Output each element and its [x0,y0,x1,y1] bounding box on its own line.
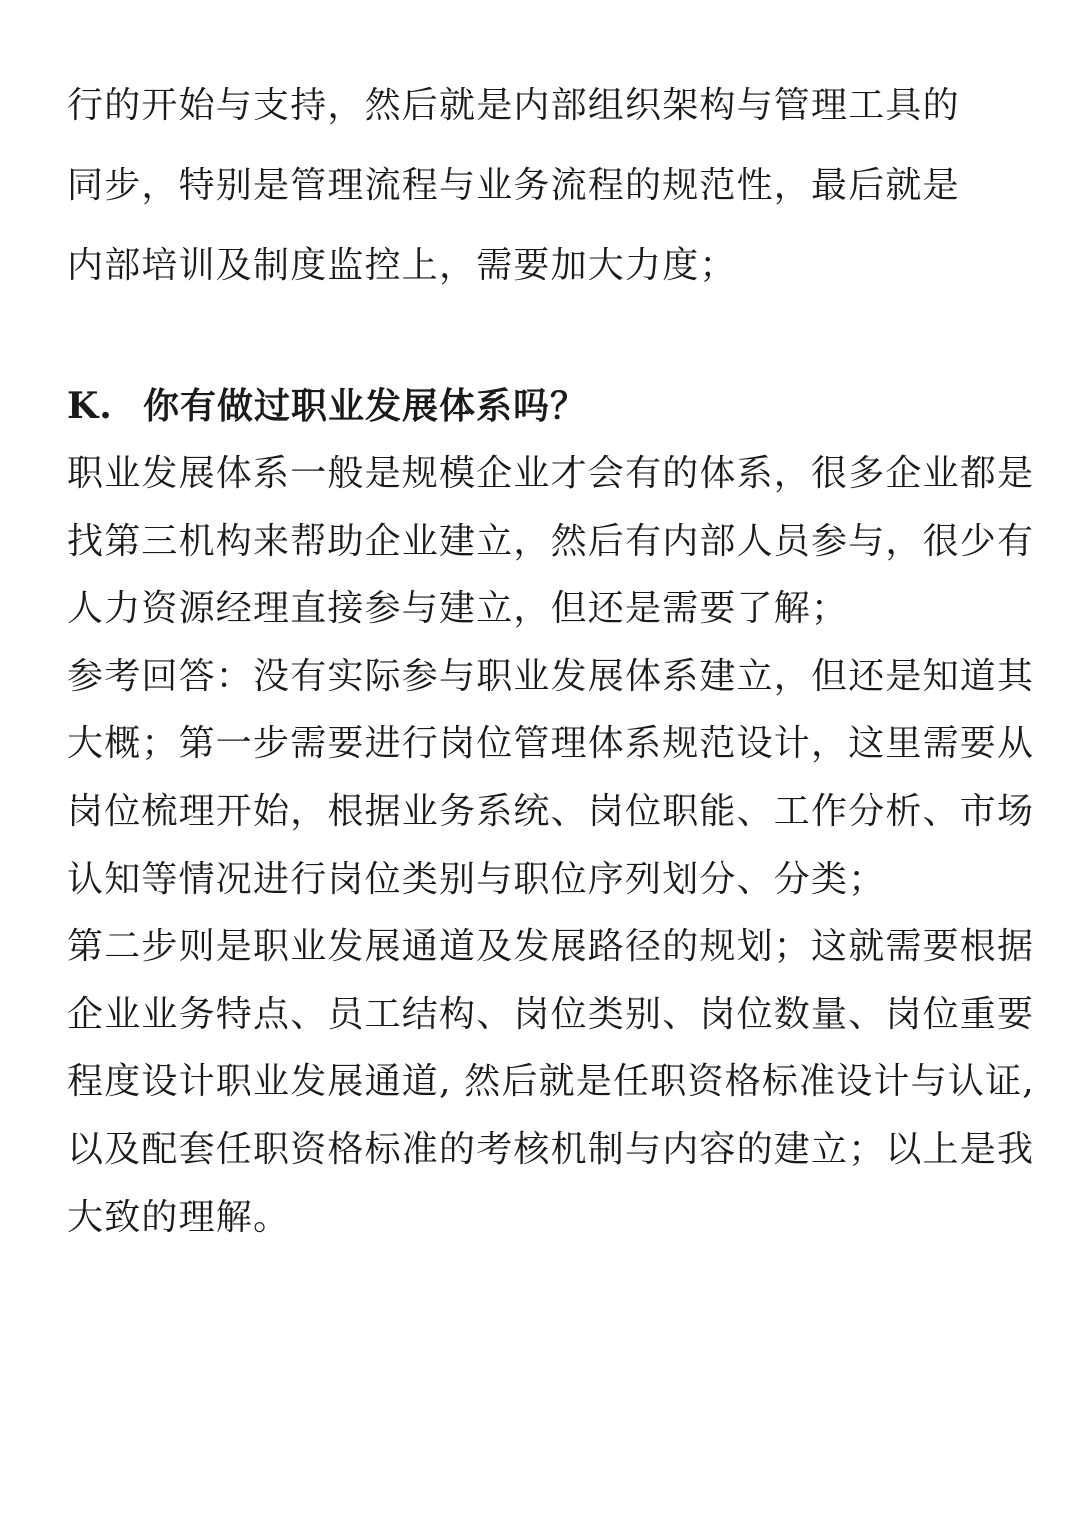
question-heading [67,374,587,438]
answer-line: 第二步则是职业发展通道及发展路径的规划；这就需要根据 [67,926,1035,968]
intro-line: 同步，特别是管理流程与业务流程的规范性，最后就是 [67,165,960,206]
intro-paragraph [67,66,1017,306]
answer-line: 大致的理解。 [67,1196,291,1238]
answer-paragraph [67,440,1035,1251]
intro-line: 内部培训及制度监控上，需要加大力度； [67,245,737,286]
question-marker: K. [67,385,113,427]
answer-line: 程度设计职业发展通道, 然后就是任职资格标准设计与认证, [67,1061,1035,1103]
answer-line: 职业发展体系一般是规模企业才会有的体系，很多企业都是 [67,453,1035,494]
question-text: 你有做过职业发展体系吗？ [143,385,588,427]
answer-line: 以及配套任职资格标准的考核机制与内容的建立；以上是我 [67,1128,1035,1170]
answer-line: 找第三机构来帮助企业建立，然后有内部人员参与，很少有 [67,520,1035,562]
intro-line: 行的开始与支持，然后就是内部组织架构与管理工具的 [67,85,960,126]
answer-line: 岗位梳理开始，根据业务系统、岗位职能、工作分析、市场 [67,790,1035,832]
answer-line: 认知等情况进行岗位类别与职位序列划分、分类； [67,858,886,900]
answer-line: 企业业务特点、员工结构、岗位类别、岗位数量、岗位重要 [67,993,1035,1035]
answer-line: 参考回答：没有实际参与职业发展体系建立，但还是知道其 [67,655,1035,697]
answer-line: 大概；第一步需要进行岗位管理体系规范设计，这里需要从 [67,723,1035,765]
answer-line: 人力资源经理直接参与建立，但还是需要了解； [67,588,849,630]
